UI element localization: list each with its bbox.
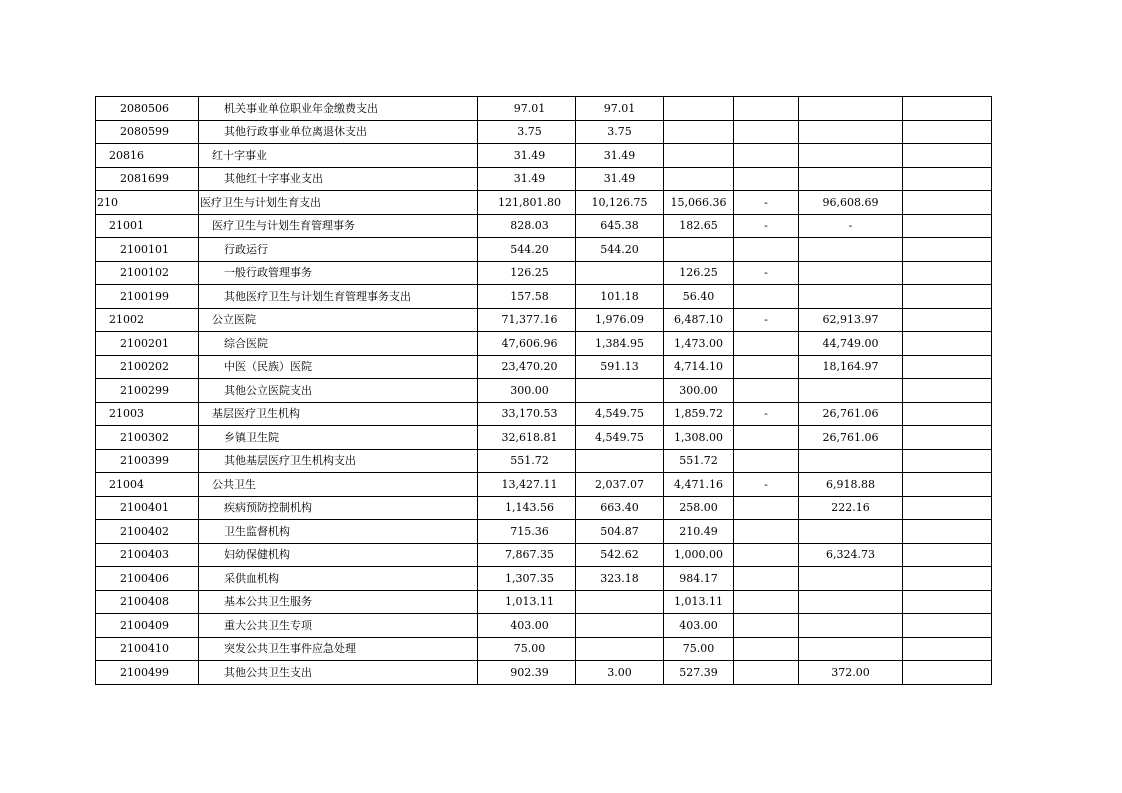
table-row: [96, 402, 992, 426]
column-4-cell: -: [734, 402, 799, 426]
subject-code-cell: 2100302: [96, 426, 199, 450]
subject-code-cell: 21003: [96, 402, 199, 426]
table-row: [96, 214, 992, 238]
column-5-cell: 26,761.06: [799, 426, 903, 450]
project-expenditure-cell: [664, 120, 734, 144]
project-expenditure-cell: 1,859.72: [664, 402, 734, 426]
column-4-cell: [734, 379, 799, 403]
project-expenditure-cell: 1,000.00: [664, 543, 734, 567]
subject-name-cell: 一般行政管理事务: [199, 261, 478, 285]
column-5-cell: 6,324.73: [799, 543, 903, 567]
basic-expenditure-cell: [576, 614, 664, 638]
column-4-cell: [734, 426, 799, 450]
column-5-cell: 26,761.06: [799, 402, 903, 426]
subject-code-cell: 21004: [96, 473, 199, 497]
total-cell: 544.20: [478, 238, 576, 262]
table-row: [96, 426, 992, 450]
basic-expenditure-cell: [576, 637, 664, 661]
column-5-cell: 62,913.97: [799, 308, 903, 332]
subject-code-cell: 210: [96, 191, 199, 215]
expenditure-table: [95, 96, 992, 685]
total-cell: 71,377.16: [478, 308, 576, 332]
subject-name-cell: 红十字事业: [199, 144, 478, 168]
basic-expenditure-cell: 663.40: [576, 496, 664, 520]
column-4-cell: [734, 97, 799, 121]
column-6-cell: [903, 614, 992, 638]
subject-name-cell: 公共卫生: [199, 473, 478, 497]
subject-name-cell: 妇幼保健机构: [199, 543, 478, 567]
basic-expenditure-cell: [576, 379, 664, 403]
total-cell: 33,170.53: [478, 402, 576, 426]
subject-code-cell: 2100202: [96, 355, 199, 379]
basic-expenditure-cell: 4,549.75: [576, 426, 664, 450]
subject-name-cell: 机关事业单位职业年金缴费支出: [199, 97, 478, 121]
table-row: [96, 285, 992, 309]
column-6-cell: [903, 637, 992, 661]
column-5-cell: [799, 261, 903, 285]
total-cell: 157.58: [478, 285, 576, 309]
table-row: [96, 449, 992, 473]
table-row: [96, 614, 992, 638]
subject-name-cell: 乡镇卫生院: [199, 426, 478, 450]
subject-code-cell: 2100101: [96, 238, 199, 262]
total-cell: 31.49: [478, 167, 576, 191]
column-6-cell: [903, 520, 992, 544]
table-row: [96, 590, 992, 614]
column-4-cell: -: [734, 261, 799, 285]
table-row: [96, 144, 992, 168]
subject-code-cell: 2100102: [96, 261, 199, 285]
subject-name-cell: 其他基层医疗卫生机构支出: [199, 449, 478, 473]
total-cell: 31.49: [478, 144, 576, 168]
total-cell: 23,470.20: [478, 355, 576, 379]
table-row: [96, 567, 992, 591]
column-6-cell: [903, 590, 992, 614]
table-row: [96, 97, 992, 121]
column-5-cell: [799, 614, 903, 638]
column-5-cell: [799, 637, 903, 661]
column-5-cell: [799, 120, 903, 144]
total-cell: 715.36: [478, 520, 576, 544]
column-6-cell: [903, 332, 992, 356]
basic-expenditure-cell: 1,384.95: [576, 332, 664, 356]
subject-code-cell: 2100402: [96, 520, 199, 544]
basic-expenditure-cell: 323.18: [576, 567, 664, 591]
column-6-cell: [903, 214, 992, 238]
project-expenditure-cell: 1,308.00: [664, 426, 734, 450]
basic-expenditure-cell: [576, 449, 664, 473]
project-expenditure-cell: 984.17: [664, 567, 734, 591]
table-row: [96, 238, 992, 262]
project-expenditure-cell: 75.00: [664, 637, 734, 661]
column-6-cell: [903, 285, 992, 309]
project-expenditure-cell: [664, 97, 734, 121]
column-4-cell: [734, 449, 799, 473]
column-5-cell: 96,608.69: [799, 191, 903, 215]
total-cell: 32,618.81: [478, 426, 576, 450]
basic-expenditure-cell: 31.49: [576, 144, 664, 168]
basic-expenditure-cell: 544.20: [576, 238, 664, 262]
table-body: [96, 97, 992, 685]
table-row: [96, 332, 992, 356]
basic-expenditure-cell: 1,976.09: [576, 308, 664, 332]
column-6-cell: [903, 191, 992, 215]
column-4-cell: [734, 144, 799, 168]
subject-name-cell: 医疗卫生与计划生育支出: [199, 191, 478, 215]
subject-code-cell: 2100410: [96, 637, 199, 661]
project-expenditure-cell: 300.00: [664, 379, 734, 403]
column-4-cell: [734, 120, 799, 144]
project-expenditure-cell: 4,471.16: [664, 473, 734, 497]
column-5-cell: [799, 167, 903, 191]
column-5-cell: [799, 379, 903, 403]
column-6-cell: [903, 261, 992, 285]
total-cell: 1,143.56: [478, 496, 576, 520]
subject-code-cell: 2080599: [96, 120, 199, 144]
total-cell: 75.00: [478, 637, 576, 661]
total-cell: 47,606.96: [478, 332, 576, 356]
column-6-cell: [903, 97, 992, 121]
subject-code-cell: 20816: [96, 144, 199, 168]
column-5-cell: 372.00: [799, 661, 903, 685]
column-6-cell: [903, 426, 992, 450]
total-cell: 13,427.11: [478, 473, 576, 497]
column-5-cell: [799, 567, 903, 591]
subject-name-cell: 医疗卫生与计划生育管理事务: [199, 214, 478, 238]
basic-expenditure-cell: 2,037.07: [576, 473, 664, 497]
subject-code-cell: 2100403: [96, 543, 199, 567]
total-cell: 300.00: [478, 379, 576, 403]
column-4-cell: [734, 637, 799, 661]
project-expenditure-cell: 1,473.00: [664, 332, 734, 356]
subject-code-cell: 21002: [96, 308, 199, 332]
subject-name-cell: 公立医院: [199, 308, 478, 332]
basic-expenditure-cell: 3.75: [576, 120, 664, 144]
column-4-cell: [734, 661, 799, 685]
table-row: [96, 167, 992, 191]
table-row: [96, 661, 992, 685]
column-4-cell: [734, 167, 799, 191]
column-6-cell: [903, 496, 992, 520]
subject-name-cell: 基层医疗卫生机构: [199, 402, 478, 426]
table-row: [96, 191, 992, 215]
subject-code-cell: 2100408: [96, 590, 199, 614]
column-6-cell: [903, 661, 992, 685]
column-4-cell: [734, 332, 799, 356]
subject-code-cell: 2100199: [96, 285, 199, 309]
column-4-cell: [734, 285, 799, 309]
project-expenditure-cell: 4,714.10: [664, 355, 734, 379]
column-4-cell: -: [734, 473, 799, 497]
subject-code-cell: 21001: [96, 214, 199, 238]
subject-code-cell: 2100201: [96, 332, 199, 356]
column-6-cell: [903, 473, 992, 497]
subject-code-cell: 2080506: [96, 97, 199, 121]
subject-code-cell: 2100399: [96, 449, 199, 473]
project-expenditure-cell: 15,066.36: [664, 191, 734, 215]
basic-expenditure-cell: 10,126.75: [576, 191, 664, 215]
column-5-cell: [799, 144, 903, 168]
column-5-cell: 18,164.97: [799, 355, 903, 379]
column-5-cell: [799, 449, 903, 473]
column-6-cell: [903, 120, 992, 144]
project-expenditure-cell: 258.00: [664, 496, 734, 520]
column-4-cell: [734, 614, 799, 638]
project-expenditure-cell: 182.65: [664, 214, 734, 238]
basic-expenditure-cell: [576, 590, 664, 614]
project-expenditure-cell: 403.00: [664, 614, 734, 638]
column-4-cell: -: [734, 191, 799, 215]
column-6-cell: [903, 144, 992, 168]
column-4-cell: [734, 238, 799, 262]
subject-name-cell: 其他行政事业单位离退休支出: [199, 120, 478, 144]
column-5-cell: [799, 590, 903, 614]
subject-code-cell: 2100409: [96, 614, 199, 638]
total-cell: 97.01: [478, 97, 576, 121]
column-6-cell: [903, 238, 992, 262]
basic-expenditure-cell: 3.00: [576, 661, 664, 685]
column-4-cell: [734, 567, 799, 591]
subject-code-cell: 2100401: [96, 496, 199, 520]
project-expenditure-cell: 56.40: [664, 285, 734, 309]
total-cell: 121,801.80: [478, 191, 576, 215]
table-row: [96, 120, 992, 144]
column-6-cell: [903, 543, 992, 567]
table-row: [96, 520, 992, 544]
column-5-cell: [799, 238, 903, 262]
basic-expenditure-cell: 645.38: [576, 214, 664, 238]
column-6-cell: [903, 167, 992, 191]
table-row: [96, 543, 992, 567]
subject-name-cell: 其他医疗卫生与计划生育管理事务支出: [199, 285, 478, 309]
subject-name-cell: 疾病预防控制机构: [199, 496, 478, 520]
subject-name-cell: 中医（民族）医院: [199, 355, 478, 379]
column-4-cell: -: [734, 308, 799, 332]
project-expenditure-cell: 6,487.10: [664, 308, 734, 332]
subject-name-cell: 卫生监督机构: [199, 520, 478, 544]
total-cell: 1,013.11: [478, 590, 576, 614]
column-4-cell: [734, 590, 799, 614]
total-cell: 551.72: [478, 449, 576, 473]
project-expenditure-cell: 1,013.11: [664, 590, 734, 614]
basic-expenditure-cell: [576, 261, 664, 285]
column-6-cell: [903, 449, 992, 473]
total-cell: 828.03: [478, 214, 576, 238]
column-6-cell: [903, 308, 992, 332]
column-4-cell: [734, 520, 799, 544]
total-cell: 403.00: [478, 614, 576, 638]
subject-name-cell: 综合医院: [199, 332, 478, 356]
subject-name-cell: 突发公共卫生事件应急处理: [199, 637, 478, 661]
column-4-cell: [734, 543, 799, 567]
project-expenditure-cell: [664, 238, 734, 262]
subject-code-cell: 2100406: [96, 567, 199, 591]
total-cell: 1,307.35: [478, 567, 576, 591]
column-6-cell: [903, 379, 992, 403]
column-4-cell: [734, 496, 799, 520]
column-5-cell: 6,918.88: [799, 473, 903, 497]
total-cell: 126.25: [478, 261, 576, 285]
column-5-cell: [799, 520, 903, 544]
subject-name-cell: 其他公立医院支出: [199, 379, 478, 403]
project-expenditure-cell: 126.25: [664, 261, 734, 285]
table-row: [96, 637, 992, 661]
subject-name-cell: 其他红十字事业支出: [199, 167, 478, 191]
table-row: [96, 355, 992, 379]
column-5-cell: 222.16: [799, 496, 903, 520]
project-expenditure-cell: 551.72: [664, 449, 734, 473]
column-5-cell: -: [799, 214, 903, 238]
total-cell: 3.75: [478, 120, 576, 144]
table-row: [96, 379, 992, 403]
subject-name-cell: 采供血机构: [199, 567, 478, 591]
subject-name-cell: 其他公共卫生支出: [199, 661, 478, 685]
basic-expenditure-cell: 31.49: [576, 167, 664, 191]
column-6-cell: [903, 355, 992, 379]
column-4-cell: -: [734, 214, 799, 238]
column-5-cell: [799, 285, 903, 309]
column-5-cell: [799, 97, 903, 121]
column-6-cell: [903, 402, 992, 426]
total-cell: 902.39: [478, 661, 576, 685]
column-6-cell: [903, 567, 992, 591]
basic-expenditure-cell: 542.62: [576, 543, 664, 567]
basic-expenditure-cell: 591.13: [576, 355, 664, 379]
table-row: [96, 473, 992, 497]
table-row: [96, 308, 992, 332]
project-expenditure-cell: [664, 144, 734, 168]
project-expenditure-cell: [664, 167, 734, 191]
subject-name-cell: 重大公共卫生专项: [199, 614, 478, 638]
total-cell: 7,867.35: [478, 543, 576, 567]
table-row: [96, 496, 992, 520]
basic-expenditure-cell: 4,549.75: [576, 402, 664, 426]
subject-name-cell: 基本公共卫生服务: [199, 590, 478, 614]
project-expenditure-cell: 527.39: [664, 661, 734, 685]
column-5-cell: 44,749.00: [799, 332, 903, 356]
subject-code-cell: 2081699: [96, 167, 199, 191]
basic-expenditure-cell: 97.01: [576, 97, 664, 121]
subject-code-cell: 2100299: [96, 379, 199, 403]
subject-code-cell: 2100499: [96, 661, 199, 685]
basic-expenditure-cell: 101.18: [576, 285, 664, 309]
column-4-cell: [734, 355, 799, 379]
subject-name-cell: 行政运行: [199, 238, 478, 262]
table-row: [96, 261, 992, 285]
project-expenditure-cell: 210.49: [664, 520, 734, 544]
basic-expenditure-cell: 504.87: [576, 520, 664, 544]
